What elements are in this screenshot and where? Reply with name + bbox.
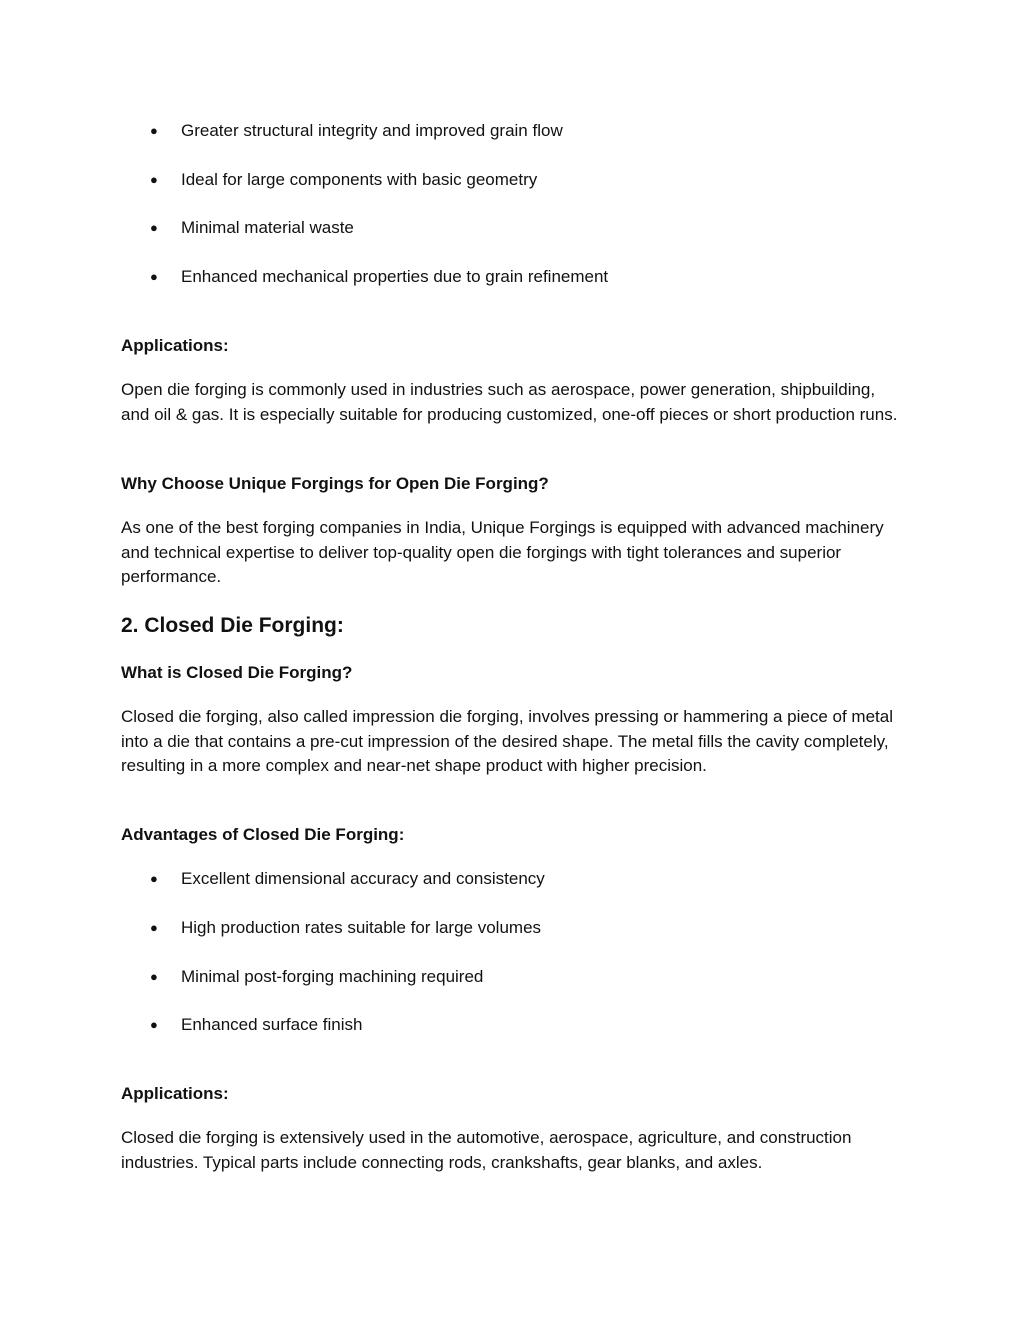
applications-heading: Applications:: [121, 336, 229, 355]
list-item-text: Ideal for large components with basic geometry: [181, 170, 538, 189]
bullet-icon: ●: [150, 269, 158, 284]
list-item-text: High production rates suitable for large volumes: [181, 918, 542, 937]
list-item-text: Excellent dimensional accuracy and consistency: [181, 869, 545, 888]
why-choose-paragraph: As one of the best forging companies in India, Unique Forgings is equipped with advanced machinery and technical expertise to deliver top-quality open die forgings with tight tolerances and superior performance.: [121, 518, 884, 586]
bullet-icon: ●: [150, 220, 158, 235]
list-item: [150, 1015, 362, 1035]
bullet-icon: ●: [150, 123, 158, 138]
list-item: [150, 121, 563, 141]
list-item: [150, 967, 483, 987]
applications-paragraph: Open die forging is commonly used in industries such as aerospace, power generation, shipbuilding, and oil & gas. It is especially suitable for producing customized, one-off pieces or short production runs.: [121, 380, 898, 424]
applications-paragraph: Closed die forging is extensively used in the automotive, aerospace, agriculture, and construction industries. Typical parts include connecting rods, crankshafts, gear blanks, and axles.: [121, 1128, 852, 1172]
bullet-icon: ●: [150, 1017, 158, 1032]
bullet-icon: ●: [150, 969, 158, 984]
applications-heading: Applications:: [121, 1084, 229, 1103]
bullet-icon: ●: [150, 871, 158, 886]
list-item: [150, 170, 537, 190]
bullet-icon: ●: [150, 172, 158, 187]
list-item: [150, 918, 541, 938]
list-item-text: Enhanced mechanical properties due to grain refinement: [181, 267, 609, 286]
list-item: [150, 267, 608, 287]
list-item: [150, 869, 545, 889]
list-item-text: Minimal post-forging machining required: [181, 967, 484, 986]
list-item-text: Enhanced surface finish: [181, 1015, 363, 1034]
bullet-icon: ●: [150, 920, 158, 935]
why-choose-heading: Why Choose Unique Forgings for Open Die Forging?: [121, 474, 549, 493]
list-item-text: Minimal material waste: [181, 218, 354, 237]
what-is-heading: What is Closed Die Forging?: [121, 663, 353, 682]
section-title: 2. Closed Die Forging:: [121, 614, 344, 637]
advantages-heading: Advantages of Closed Die Forging:: [121, 825, 405, 844]
list-item-text: Greater structural integrity and improved grain flow: [181, 121, 563, 140]
what-is-paragraph: Closed die forging, also called impression die forging, involves pressing or hammering a piece of metal into a die that contains a pre-cut impression of the desired shape. The metal fills the cavity completely, resulting in a more complex and near-net shape product with higher precision.: [121, 707, 894, 775]
list-item: [150, 218, 354, 238]
